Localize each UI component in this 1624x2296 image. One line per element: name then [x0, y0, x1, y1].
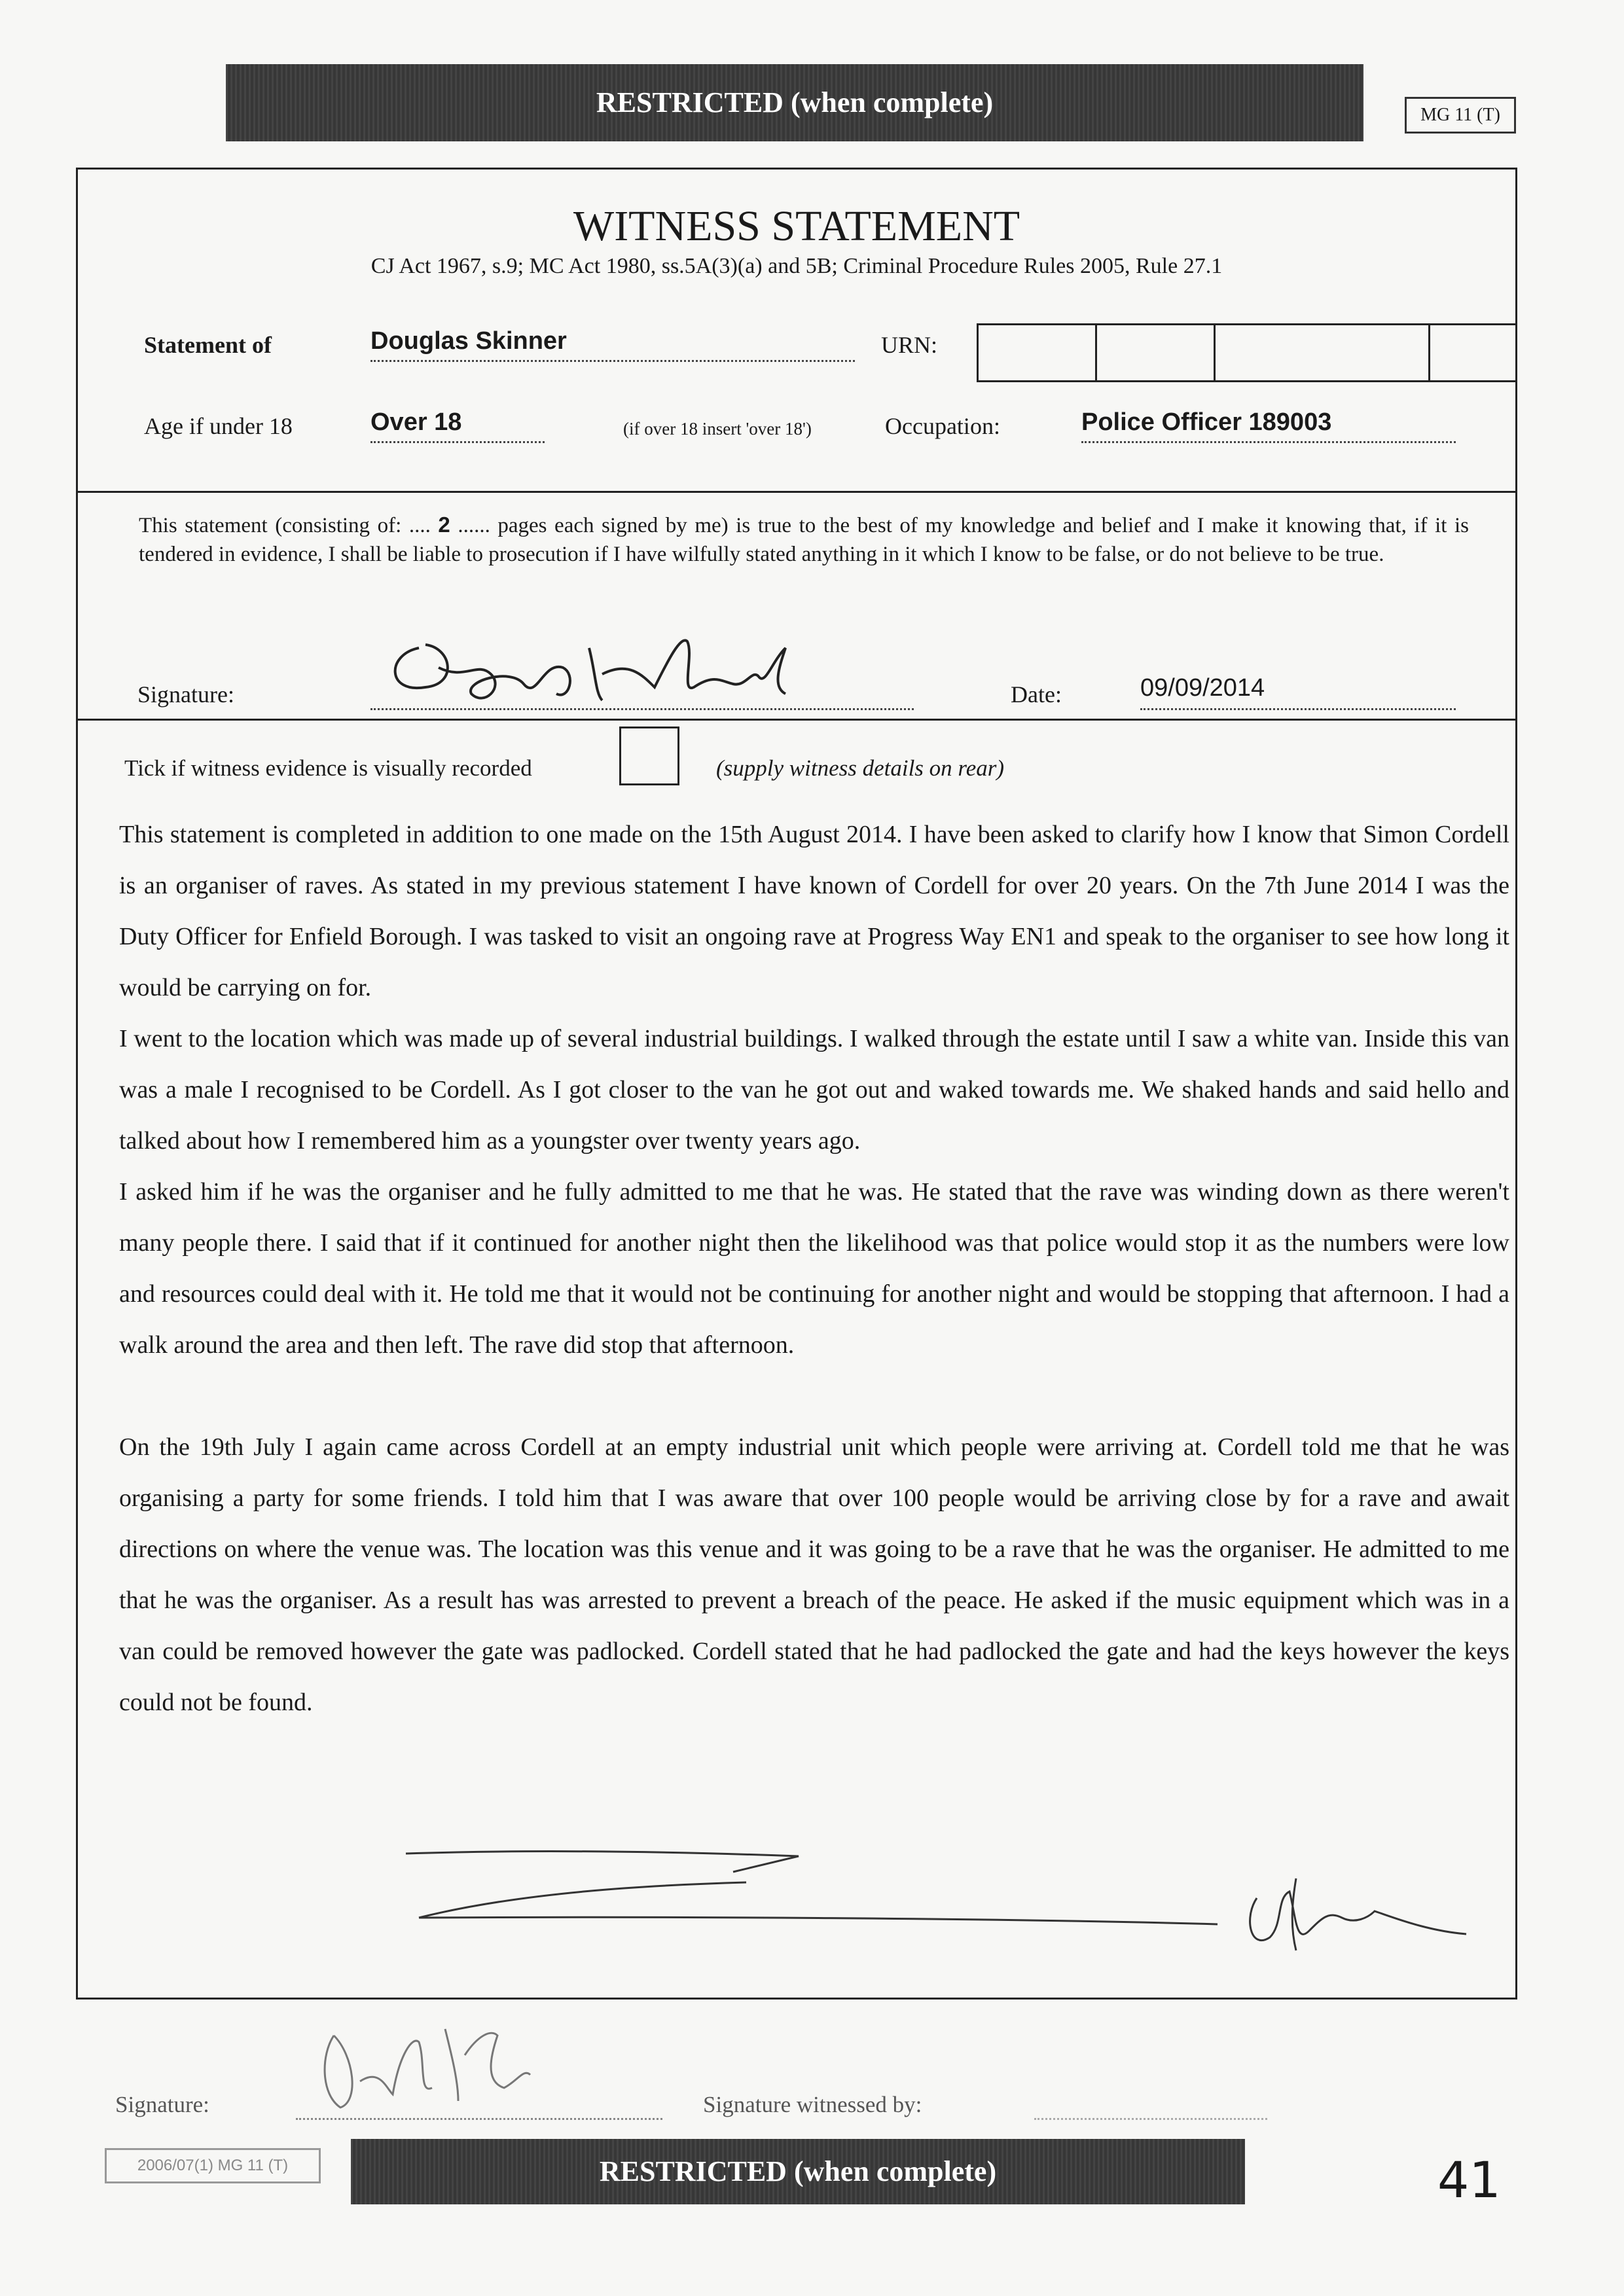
age-field[interactable]: [370, 408, 545, 443]
restricted-label: RESTRICTED (when complete): [596, 86, 994, 118]
urn-box-4[interactable]: [1430, 325, 1515, 380]
date-value: 09/09/2014: [1140, 674, 1265, 702]
witnessed-field[interactable]: [1034, 2089, 1267, 2120]
urn-boxes[interactable]: [977, 323, 1517, 382]
pages-value: 2: [438, 512, 450, 537]
form-ref-box: [105, 2148, 321, 2183]
footer-signature: [295, 2016, 635, 2121]
form-code-box: [1405, 97, 1516, 134]
declaration-part2: ...... pages each signed by me) is true to the best of my knowledge and belief and I make it knowing that, if it is tendered in evidence, I shall be liable to prosecution if I have wilfully stated anything in it which I know to be false, or do not believe to be true.: [139, 514, 1470, 566]
declaration-part1: This statement (consisting of: ....: [139, 514, 431, 537]
statement-of-label: Statement of: [144, 332, 272, 358]
witness-signature: [380, 622, 864, 713]
end-of-statement-lines: [65, 1820, 1532, 1977]
visual-record-label: Tick if witness evidence is visually recorded: [124, 755, 532, 781]
statement-body: [119, 809, 1509, 1728]
statement-of-value: Douglas Skinner: [370, 327, 567, 355]
divider-2: [76, 719, 1515, 721]
visual-record-checkbox[interactable]: [619, 726, 679, 785]
statement-paragraph-2: I went to the location which was made up of several industrial buildings. I walked through the estate until I saw a white van. Inside this van was a male I recognised to be Cordell. As I got closer to the van he got out and waked towards me. We shaked hands and said hello and talked about how I remembered him as a youngster over twenty years ago.: [119, 1025, 1509, 1155]
declaration: [139, 511, 1469, 569]
restricted-label-bottom: RESTRICTED (when complete): [599, 2155, 997, 2187]
visual-record-hint: (supply witness details on rear): [716, 755, 1005, 781]
statement-of-field[interactable]: [370, 327, 855, 362]
date-field[interactable]: [1140, 674, 1456, 710]
footer-signature-label: Signature:: [115, 2092, 209, 2117]
divider-1: [76, 491, 1515, 493]
occupation-label: Occupation:: [885, 413, 1000, 439]
statement-paragraph-3: I asked him if he was the organiser and he fully admitted to me that he was. He stated that the rave was winding down as there weren't many people there. I said that if it continued for another night then the likelihood was that police would stop it as the numbers were low and resources could deal with it. He told me that it would not be continuing for another night and would be stopping that afternoon. I had a walk around the area and then left. The rave did stop that afternoon.: [119, 1178, 1509, 1359]
form-subtitle: CJ Act 1967, s.9; MC Act 1980, ss.5A(3)(a) and 5B; Criminal Procedure Rules 2005, Rule 27.1: [370, 254, 1223, 278]
age-value: Over 18: [370, 408, 462, 436]
urn-box-3[interactable]: [1216, 325, 1430, 380]
occupation-field[interactable]: [1081, 408, 1456, 443]
age-hint: (if over 18 insert 'over 18'): [623, 419, 812, 439]
urn-box-2[interactable]: [1097, 325, 1216, 380]
urn-box-1[interactable]: [979, 325, 1097, 380]
form-ref: 2006/07(1) MG 11 (T): [137, 2157, 289, 2174]
date-label: Date:: [1011, 681, 1062, 708]
urn-label: URN:: [881, 332, 938, 358]
form-title: WITNESS STATEMENT: [573, 202, 1020, 250]
restricted-banner-bottom: [351, 2139, 1245, 2204]
witnessed-label: Signature witnessed by:: [703, 2092, 922, 2117]
restricted-banner-top: [226, 64, 1363, 141]
form-code: MG 11 (T): [1420, 105, 1500, 125]
statement-paragraph-4: On the 19th July I again came across Cordell at an empty industrial unit which people were arriving at. Cordell told me that he was organising a party for some friends. I told him that I was aware that over 100 people would be arriving close by for a rave and await directions on where the venue was. The location was this venue and it was going to be a rave that he was the organiser. He admitted to me that he was the organiser. As a result has was arrested to prevent a breach of the peace. He asked if the music equipment which was in a van could be removed however the gate was padlocked. Cordell stated that he had padlocked the gate and had the keys however the keys could not be found.: [119, 1433, 1509, 1716]
signature-label: Signature:: [137, 681, 234, 708]
page-number: 41: [1437, 2151, 1501, 2209]
occupation-value: Police Officer 189003: [1081, 408, 1332, 436]
age-label: Age if under 18: [144, 413, 293, 439]
statement-paragraph-1: This statement is completed in addition to one made on the 15th August 2014. I have been asked to clarify how I know that Simon Cordell is an organiser of raves. As stated in my previous statement I have known of Cordell for over 20 years. On the 7th June 2014 I was the Duty Officer for Enfield Borough. I was tasked to visit an ongoing rave at Progress Way EN1 and speak to the organiser to see how long it would be carrying on for.: [119, 821, 1509, 1001]
